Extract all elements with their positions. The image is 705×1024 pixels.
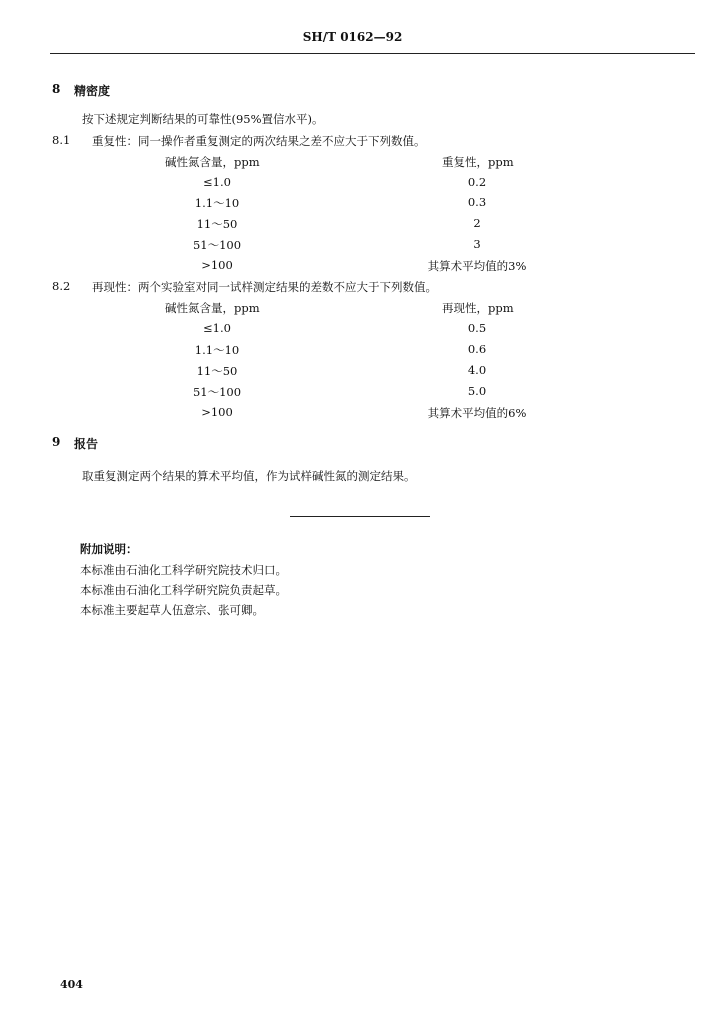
- reproducibility-col1-header: 碱性氮含量，ppm: [165, 301, 260, 315]
- section-8-intro: 按下述规定判断结果的可靠性(95%置信水平)。: [82, 112, 324, 126]
- repeatability-value: 其算术平均值的3%: [427, 259, 527, 273]
- repeatability-range: 51～100: [192, 238, 242, 252]
- section-8-title: 精密度: [74, 84, 111, 98]
- reproducibility-col2-header: 再现性，ppm: [442, 301, 514, 315]
- section-9-text: 取重复测定两个结果的算术平均值，作为试样碱性氮的测定结果。: [82, 469, 416, 483]
- repeatability-value: 3: [473, 237, 481, 251]
- repeatability-range: 11～50: [196, 217, 238, 231]
- reproducibility-range: 51～100: [192, 385, 242, 399]
- reproducibility-value: 5.0: [467, 384, 487, 398]
- repeatability-range: >100: [201, 258, 233, 272]
- repeatability-col1-header: 碱性氮含量，ppm: [165, 155, 260, 169]
- section-8-number: 8: [52, 82, 61, 96]
- repeatability-col2-header: 重复性，ppm: [442, 155, 514, 169]
- reproducibility-range: >100: [201, 405, 233, 419]
- reproducibility-value: 0.5: [467, 321, 487, 335]
- notes-title: 附加说明：: [80, 542, 138, 556]
- end-divider: [290, 516, 430, 517]
- repeatability-value: 0.2: [467, 175, 487, 189]
- repeatability-value: 2: [473, 216, 481, 230]
- clause-8-2-number: 8.2: [52, 279, 71, 293]
- clause-8-1-number: 8.1: [52, 133, 71, 147]
- reproducibility-value: 其算术平均值的6%: [427, 406, 527, 420]
- reproducibility-range: 11～50: [196, 364, 238, 378]
- clause-8-2-text: 再现性：两个实验室对同一试样测定结果的差数不应大于下列数值。: [92, 280, 437, 294]
- repeatability-range: 1.1～10: [194, 196, 240, 210]
- reproducibility-value: 0.6: [467, 342, 487, 356]
- reproducibility-range: ≤1.0: [203, 321, 231, 335]
- reproducibility-range: 1.1～10: [194, 343, 240, 357]
- page-number: 404: [60, 978, 83, 991]
- standard-code: SH/T 0162—92: [302, 30, 403, 44]
- repeatability-range: ≤1.0: [203, 175, 231, 189]
- clause-8-1-text: 重复性：同一操作者重复测定的两次结果之差不应大于下列数值。: [92, 134, 426, 148]
- section-9-title: 报告: [74, 437, 99, 451]
- repeatability-value: 0.3: [467, 195, 487, 209]
- header-rule: [50, 53, 695, 54]
- section-9-number: 9: [52, 435, 61, 449]
- notes-line: 本标准由石油化工科学研究院技术归口。: [80, 563, 287, 577]
- reproducibility-value: 4.0: [467, 363, 487, 377]
- notes-line: 本标准由石油化工科学研究院负责起草。: [80, 583, 287, 597]
- notes-line: 本标准主要起草人伍意宗、张可卿。: [80, 603, 264, 617]
